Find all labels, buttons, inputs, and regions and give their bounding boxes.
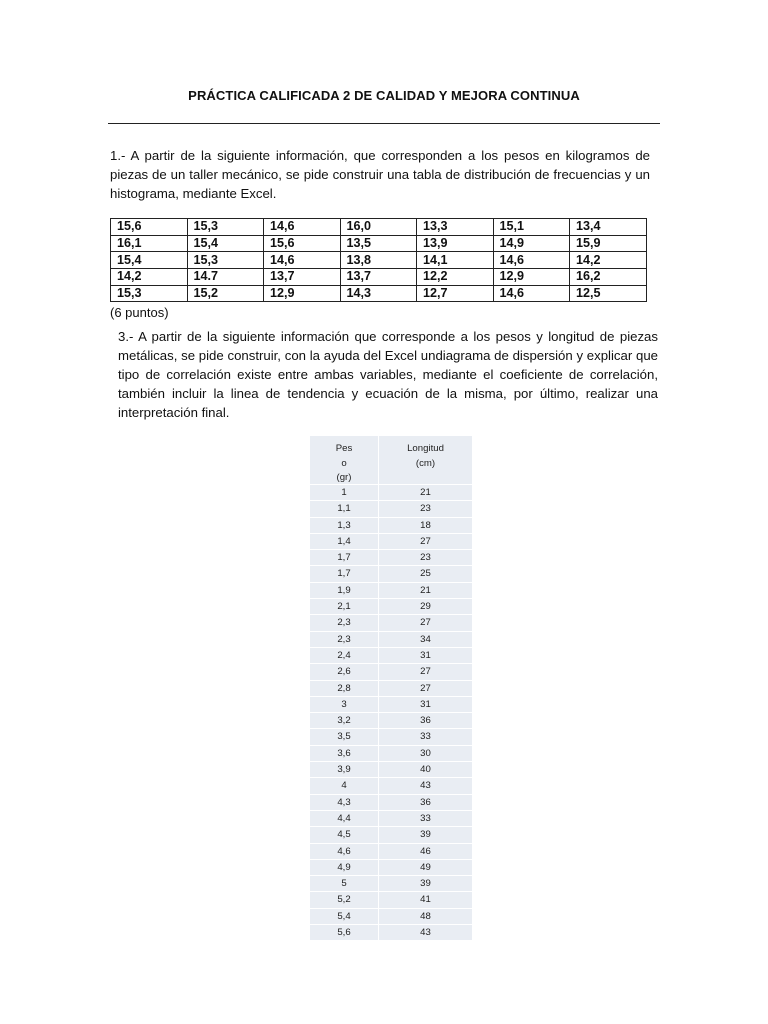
table-cell: 12,9 bbox=[493, 269, 570, 286]
table-row bbox=[310, 827, 472, 843]
weight-cell: 4,5 bbox=[310, 827, 379, 842]
table-cell: 13,8 bbox=[340, 252, 417, 269]
table-row bbox=[310, 566, 472, 582]
length-cell: 33 bbox=[420, 812, 431, 824]
table-row bbox=[310, 844, 472, 860]
table-row bbox=[310, 632, 472, 648]
table-row bbox=[111, 252, 647, 269]
table-cell: 14,6 bbox=[264, 252, 341, 269]
table-row bbox=[310, 713, 472, 729]
table-row bbox=[310, 583, 472, 599]
weight-cell: 1,4 bbox=[310, 534, 379, 549]
table-cell: 14,2 bbox=[111, 269, 188, 286]
weight-cell: 1,9 bbox=[310, 583, 379, 598]
length-cell: 39 bbox=[420, 878, 431, 890]
length-cell: 49 bbox=[420, 861, 431, 873]
weight-cell: 4 bbox=[310, 778, 379, 793]
length-cell: 29 bbox=[420, 601, 431, 613]
table-cell: 15,3 bbox=[111, 285, 188, 302]
weight-cell: 3,9 bbox=[310, 762, 379, 777]
table-row bbox=[310, 876, 472, 892]
table-cell: 12,7 bbox=[417, 285, 494, 302]
table-cell: 12,2 bbox=[417, 269, 494, 286]
table-cell: 15,6 bbox=[264, 235, 341, 252]
table-cell: 15,3 bbox=[187, 252, 264, 269]
table-cell: 15,4 bbox=[187, 235, 264, 252]
table-cell: 14,6 bbox=[493, 252, 570, 269]
table-cell: 12,5 bbox=[570, 285, 647, 302]
table-row bbox=[310, 909, 472, 925]
question-1-text: 1.- A partir de la siguiente información, que corresponden a los pesos en kilogramos de piezas de un taller mecánico, se pide construir una tabla de distribución de frecuencias y un histograma, mediante Excel. bbox=[110, 148, 650, 201]
table-row bbox=[310, 795, 472, 811]
length-column-header bbox=[379, 436, 472, 484]
weight-cell: 4,6 bbox=[310, 844, 379, 859]
weight-cell: 2,3 bbox=[310, 615, 379, 630]
table-row bbox=[111, 269, 647, 286]
weight-cell: 1,7 bbox=[310, 550, 379, 565]
length-cell: 27 bbox=[420, 666, 431, 678]
length-cell: 40 bbox=[420, 764, 431, 776]
length-cell: 18 bbox=[420, 519, 431, 531]
table-row bbox=[310, 648, 472, 664]
weight-cell: 5,2 bbox=[310, 892, 379, 907]
weight-cell: 2,1 bbox=[310, 599, 379, 614]
weight-cell: 5,6 bbox=[310, 925, 379, 940]
table-cell: 13,7 bbox=[340, 269, 417, 286]
question-1-points: (6 puntos) bbox=[110, 305, 169, 320]
weight-cell: 3,2 bbox=[310, 713, 379, 728]
question-3-text: 3.- A partir de la siguiente información que corresponde a los pesos y longitud de piezas metálicas, se pide construir, con la ayuda del Excel undiagrama de dispersión y explicar que tipo de correlación existe entre ambas variables, mediante el coeficiente de correlación, también incluir la linea de tendencia y ecuación de la misma, por último, realizar una interpretación final. bbox=[118, 329, 658, 420]
weight-cell: 2,6 bbox=[310, 664, 379, 679]
table-cell: 14,6 bbox=[264, 219, 341, 236]
table-row bbox=[310, 664, 472, 680]
table-row bbox=[310, 534, 472, 550]
table-cell: 16,2 bbox=[570, 269, 647, 286]
table-row bbox=[310, 746, 472, 762]
table-cell: 14,6 bbox=[493, 285, 570, 302]
length-cell: 23 bbox=[420, 552, 431, 564]
table-row bbox=[310, 892, 472, 908]
length-cell: 46 bbox=[420, 845, 431, 857]
weight-cell: 3 bbox=[310, 697, 379, 712]
table-cell: 15,4 bbox=[111, 252, 188, 269]
weight-header-line: o bbox=[341, 457, 347, 469]
weight-column-header bbox=[310, 436, 379, 484]
weight-cell: 1,7 bbox=[310, 566, 379, 581]
length-cell: 41 bbox=[420, 894, 431, 906]
weight-cell: 1 bbox=[310, 485, 379, 500]
table-row bbox=[111, 219, 647, 236]
table-row bbox=[310, 811, 472, 827]
weight-length-table-body bbox=[310, 485, 472, 941]
table-row bbox=[310, 729, 472, 745]
table-row bbox=[111, 285, 647, 302]
table-cell: 13,4 bbox=[570, 219, 647, 236]
length-cell: 43 bbox=[420, 927, 431, 939]
table-cell: 14,1 bbox=[417, 252, 494, 269]
table-cell: 13,9 bbox=[417, 235, 494, 252]
weight-cell: 2,8 bbox=[310, 681, 379, 696]
length-cell: 27 bbox=[420, 535, 431, 547]
length-cell: 48 bbox=[420, 910, 431, 922]
length-cell: 30 bbox=[420, 747, 431, 759]
document-title: PRÁCTICA CALIFICADA 2 DE CALIDAD Y MEJORA CONTINUA bbox=[188, 88, 580, 103]
length-cell: 33 bbox=[420, 731, 431, 743]
table-cell: 15,2 bbox=[187, 285, 264, 302]
length-cell: 43 bbox=[420, 780, 431, 792]
weight-cell: 1,1 bbox=[310, 501, 379, 516]
table-row bbox=[310, 518, 472, 534]
title-divider bbox=[108, 123, 660, 124]
length-cell: 21 bbox=[420, 487, 431, 498]
table-row bbox=[310, 681, 472, 697]
weight-cell: 2,3 bbox=[310, 632, 379, 647]
length-cell: 27 bbox=[420, 617, 431, 629]
length-cell: 36 bbox=[420, 715, 431, 727]
table-row bbox=[310, 615, 472, 631]
table-row bbox=[310, 501, 472, 517]
length-cell: 36 bbox=[420, 796, 431, 808]
weight-length-table-header bbox=[310, 436, 472, 485]
weight-header-line: Pes bbox=[335, 443, 353, 454]
length-cell: 25 bbox=[420, 568, 431, 580]
length-cell: 31 bbox=[420, 649, 431, 661]
table-row bbox=[310, 925, 472, 941]
table-cell: 15,9 bbox=[570, 235, 647, 252]
table-cell: 13,3 bbox=[417, 219, 494, 236]
length-cell: 27 bbox=[420, 682, 431, 694]
weight-cell: 4,9 bbox=[310, 860, 379, 875]
weight-length-table bbox=[310, 436, 472, 941]
length-cell: 23 bbox=[420, 503, 431, 515]
weight-cell: 3,6 bbox=[310, 746, 379, 761]
weight-header-line: (gr) bbox=[336, 472, 352, 483]
table-row bbox=[310, 762, 472, 778]
length-cell: 31 bbox=[420, 698, 431, 710]
table-row bbox=[310, 599, 472, 615]
table-row bbox=[310, 485, 472, 501]
weights-table bbox=[110, 218, 647, 302]
length-cell: 39 bbox=[420, 829, 431, 841]
weight-cell: 2,4 bbox=[310, 648, 379, 663]
length-cell: 34 bbox=[420, 633, 431, 645]
table-cell: 16,1 bbox=[111, 235, 188, 252]
weight-cell: 5 bbox=[310, 876, 379, 891]
weight-cell: 4,4 bbox=[310, 811, 379, 826]
length-cell: 21 bbox=[420, 584, 431, 596]
table-row bbox=[310, 778, 472, 794]
length-header-line: (cm) bbox=[415, 457, 436, 469]
table-cell: 15,3 bbox=[187, 219, 264, 236]
weight-cell: 4,3 bbox=[310, 795, 379, 810]
weight-cell: 5,4 bbox=[310, 909, 379, 924]
length-header-line: Longitud bbox=[407, 443, 444, 454]
table-cell: 16,0 bbox=[340, 219, 417, 236]
table-cell: 14.7 bbox=[187, 269, 264, 286]
table-cell: 14,2 bbox=[570, 252, 647, 269]
table-cell: 13,7 bbox=[264, 269, 341, 286]
table-row bbox=[310, 860, 472, 876]
table-row bbox=[310, 550, 472, 566]
table-cell: 14,3 bbox=[340, 285, 417, 302]
table-row bbox=[310, 697, 472, 713]
table-cell: 12,9 bbox=[264, 285, 341, 302]
table-cell: 15,1 bbox=[493, 219, 570, 236]
table-cell: 15,6 bbox=[111, 219, 188, 236]
table-cell: 14,9 bbox=[493, 235, 570, 252]
table-cell: 13,5 bbox=[340, 235, 417, 252]
table-row bbox=[111, 235, 647, 252]
weight-cell: 1,3 bbox=[310, 518, 379, 533]
weight-cell: 3,5 bbox=[310, 729, 379, 744]
